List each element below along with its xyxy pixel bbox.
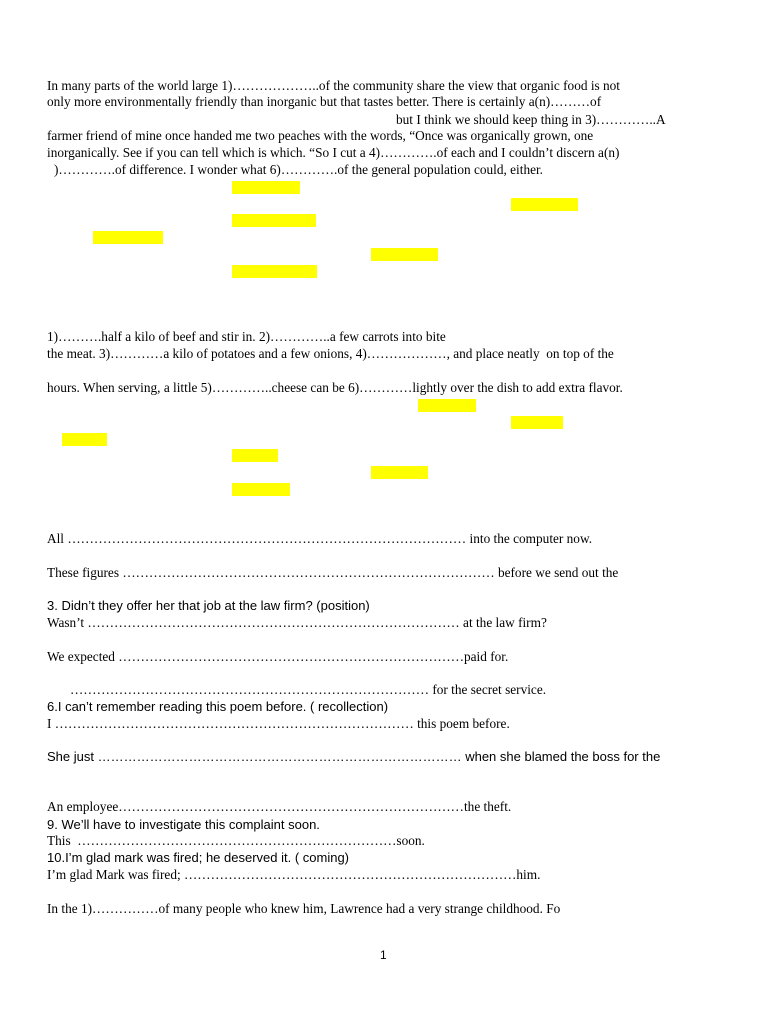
highlight-blank bbox=[511, 198, 578, 211]
exercise-line: In the 1)……………of many people who knew him, Lawrence had a very strange childhood. Fo bbox=[47, 901, 561, 916]
passage-2-line: hours. When serving, a little 5)…………..cheese can be 6)…………lightly over the dish to add extra flavor. bbox=[47, 380, 623, 395]
exercise-line: These figures ………………………………………………………………………… before we send out the bbox=[47, 565, 619, 580]
exercise-line: She just ………………………………………………………………………… when she blamed the boss for the bbox=[47, 749, 661, 764]
page-number: 1 bbox=[380, 948, 387, 962]
exercise-line: I ……………………………………………………………………… this poem before. bbox=[47, 716, 510, 731]
highlight-blank bbox=[232, 181, 300, 194]
passage-1-line: In many parts of the world large 1)………………..of the community share the view that organic food is not bbox=[47, 78, 620, 93]
passage-2-line: the meat. 3)…………a kilo of potatoes and a few onions, 4)………………, and place neatly on top of the bbox=[47, 346, 614, 361]
exercise-line: ……………………………………………………………………… for the secret service. bbox=[70, 682, 547, 697]
highlight-blank bbox=[93, 231, 163, 244]
passage-1-line: inorganically. See if you can tell which is which. “So I cut a 4)………….of each and I couldn’t discern a(n) bbox=[47, 145, 620, 160]
passage-1-line: farmer friend of mine once handed me two peaches with the words, “Once was organically grown, one bbox=[47, 128, 594, 143]
highlight-blank bbox=[511, 416, 563, 429]
highlight-blank bbox=[232, 483, 290, 496]
exercise-line: All ……………………………………………………………………………… into the computer now. bbox=[47, 531, 593, 546]
passage-2-line: 1)……….half a kilo of beef and stir in. 2)…………..a few carrots into bite bbox=[47, 329, 446, 344]
exercise-line: I’m glad Mark was fired; …………………………………………………………………him. bbox=[47, 867, 541, 882]
highlight-blank bbox=[418, 399, 476, 412]
passage-1-line: only more environmentally friendly than inorganic but that tastes better. There is certainly a(n)………of bbox=[47, 94, 602, 109]
passage-1-line: )………….of difference. I wonder what 6)………….of the general population could, either. bbox=[54, 162, 544, 177]
passage-1-line: but I think we should keep thing in 3)…………..A bbox=[396, 112, 666, 127]
exercise-line: An employee……………………………………………………………………the theft. bbox=[47, 799, 512, 814]
highlight-blank bbox=[371, 466, 428, 479]
highlight-blank bbox=[62, 433, 107, 446]
exercise-question: 9. We’ll have to investigate this complaint soon. bbox=[47, 817, 320, 832]
highlight-blank bbox=[232, 265, 317, 278]
exercise-question: 3. Didn’t they offer her that job at the law firm? (position) bbox=[47, 598, 370, 613]
exercise-line: We expected ……………………………………………………………………paid for. bbox=[47, 649, 509, 664]
highlight-blank bbox=[371, 248, 438, 261]
exercise-question: 10.I’m glad mark was fired; he deserved it. ( coming) bbox=[47, 850, 350, 865]
exercise-question: 6.I can’t remember reading this poem before. ( recollection) bbox=[47, 699, 389, 714]
highlight-blank bbox=[232, 214, 316, 227]
highlight-blank bbox=[232, 449, 278, 462]
exercise-line: Wasn’t ………………………………………………………………………… at the law firm? bbox=[47, 615, 547, 630]
exercise-line: This ………………………………………………………………soon. bbox=[47, 833, 425, 848]
